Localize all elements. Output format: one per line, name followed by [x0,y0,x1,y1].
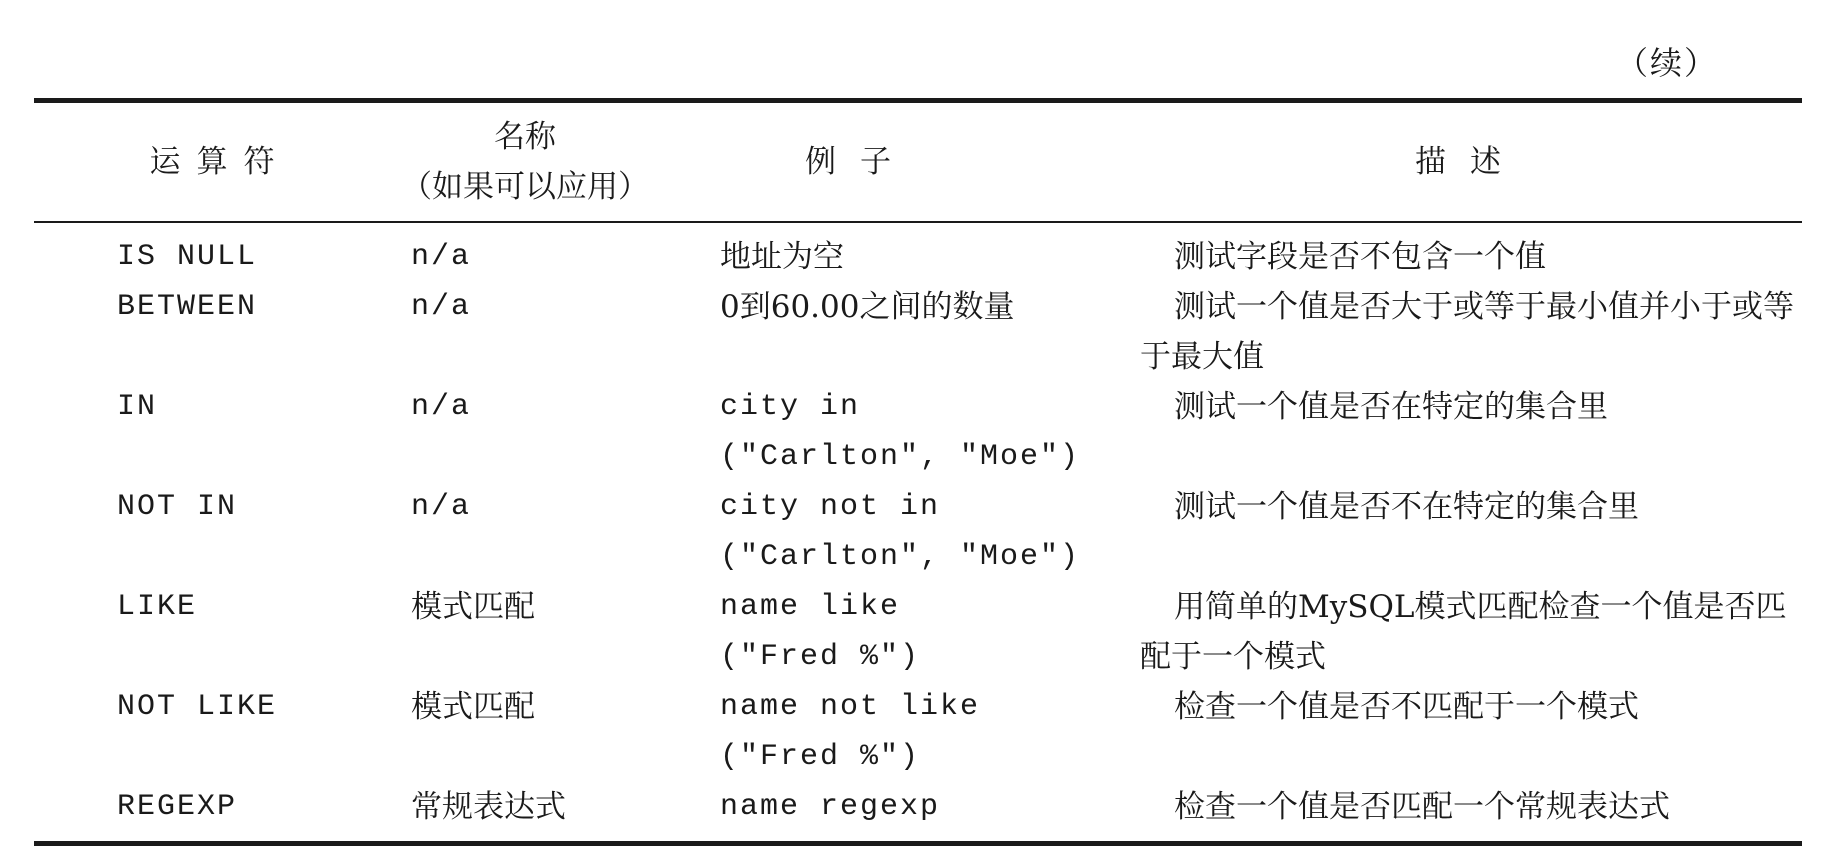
operator-cell: IS NULL [117,240,258,274]
example-cell [720,482,1120,582]
table-row [0,282,1828,382]
table-body [0,232,1828,832]
name-cell: 模式匹配 [411,589,535,625]
table-header-rule [34,221,1802,223]
description-cell: 测试一个值是否大于或等于最小值并小于或等于最大值 [1140,289,1794,375]
header-name-line1: 名称 [494,119,556,155]
example-line: name not like [720,690,981,724]
operator-cell: BETWEEN [117,290,258,324]
table-bottom-rule [34,841,1802,846]
example-cell [720,282,1120,332]
operator-cell: LIKE [117,590,198,624]
name-cell: n/a [411,290,472,324]
header-example: 例子 [805,144,915,180]
continuation-label: （续） [1615,44,1718,82]
description-cell: 检查一个值是否匹配一个常规表达式 [1174,789,1670,825]
name-cell: 常规表达式 [411,789,566,825]
header-name [380,112,670,212]
description-cell: 检查一个值是否不匹配于一个模式 [1174,689,1639,725]
description-cell: 用简单的MySQL模式匹配检查一个值是否匹配于一个模式 [1140,589,1787,675]
name-cell: n/a [411,490,472,524]
example-line: ("Carlton", "Moe") [720,440,1081,474]
header-name-line2: （如果可以应用） [401,169,649,205]
table-row [0,582,1828,682]
example-line: 0到60.00之间的数量 [720,289,1015,325]
example-line: name regexp [720,790,941,824]
example-line: ("Fred %") [720,640,921,674]
description-cell: 测试一个值是否在特定的集合里 [1174,389,1608,425]
table-row [0,482,1828,582]
table-top-rule [34,98,1802,103]
table-row [0,232,1828,282]
example-line: city not in [720,490,941,524]
name-cell: n/a [411,240,472,274]
example-line: ("Carlton", "Moe") [720,540,1081,574]
header-description: 描述 [1415,144,1525,180]
example-line: ("Fred %") [720,740,921,774]
operator-cell: NOT LIKE [117,690,278,724]
table-row [0,382,1828,482]
table-row [0,782,1828,832]
example-line: 地址为空 [720,239,844,275]
example-cell [720,682,1120,782]
description-cell: 测试一个值是否不在特定的集合里 [1174,489,1639,525]
example-cell [720,782,1120,832]
example-cell [720,582,1120,682]
header-operator: 运算符 [149,144,291,180]
example-line: city in [720,390,861,424]
example-line: name like [720,590,901,624]
description-cell: 测试字段是否不包含一个值 [1174,239,1546,275]
example-cell [720,232,1120,282]
example-cell [720,382,1120,482]
operator-cell: IN [117,390,158,424]
operator-cell: NOT IN [117,490,238,524]
operator-cell: REGEXP [117,790,238,824]
name-cell: 模式匹配 [411,689,535,725]
table-row [0,682,1828,782]
name-cell: n/a [411,390,472,424]
